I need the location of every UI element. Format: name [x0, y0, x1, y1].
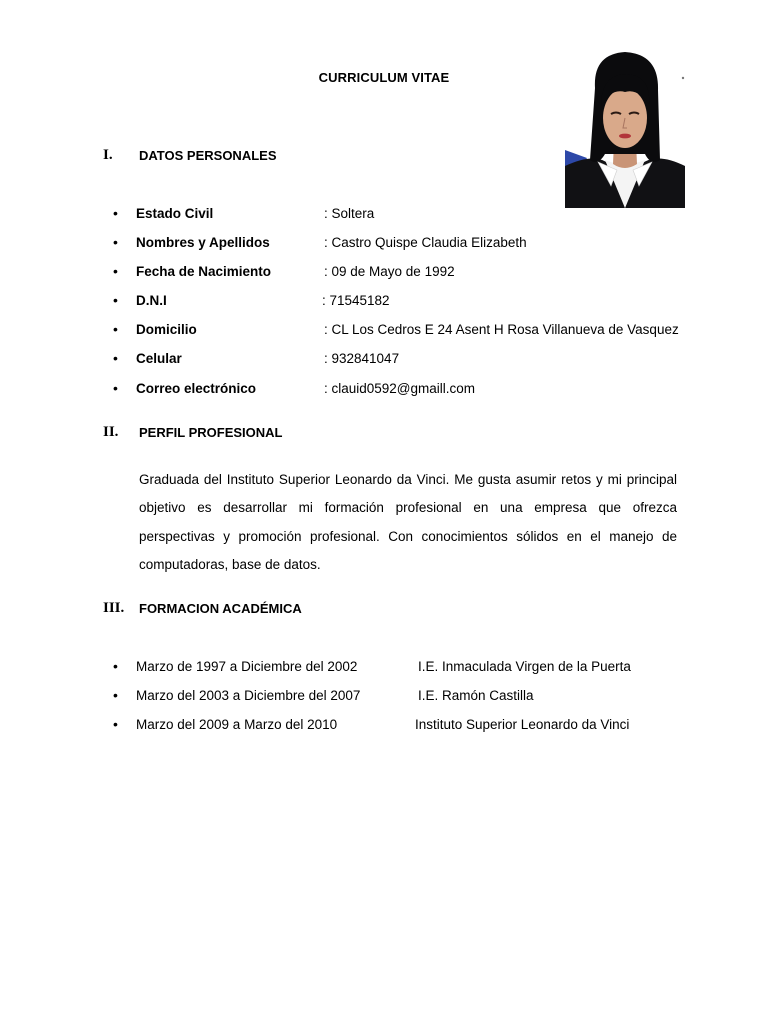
education-institution: I.E. Ramón Castilla [418, 688, 534, 703]
bullet-icon: • [113, 687, 118, 703]
field-value: : clauid0592@gmaill.com [324, 381, 476, 396]
field-label: D.N.I [136, 293, 167, 308]
portrait-photo [565, 48, 685, 208]
field-value: : 09 de Mayo de 1992 [324, 264, 455, 279]
field-value: : Castro Quispe Claudia Elizabeth [324, 235, 527, 250]
field-value: : Soltera [324, 206, 375, 221]
bullet-icon: • [113, 205, 118, 221]
bullet-icon: • [113, 263, 118, 279]
education-period: Marzo de 1997 a Diciembre del 2002 [136, 659, 358, 674]
bullet-icon: • [113, 380, 118, 396]
section-number: III. [103, 600, 125, 616]
field-label: Nombres y Apellidos [136, 235, 270, 250]
field-value: : 71545182 [322, 293, 390, 308]
profile-paragraph: Graduada del Instituto Superior Leonardo da Vinci. Me gusta asumir retos y mi principal objetivo es desarrollar mi formación profesional en una empresa que ofrezca perspectivas y promoción profesional. Con conocimientos sólidos en el manejo de computadoras, base de datos. [139, 472, 677, 572]
education-institution: Instituto Superior Leonardo da Vinci [415, 717, 630, 732]
bullet-icon: • [113, 350, 118, 366]
bullet-icon: • [113, 658, 118, 674]
section-number: II. [103, 424, 119, 440]
bullet-icon: • [113, 716, 118, 732]
field-label: Celular [136, 351, 182, 366]
education-period: Marzo del 2009 a Marzo del 2010 [136, 717, 338, 732]
section-number: I. [103, 147, 113, 163]
field-label: Correo electrónico [136, 381, 257, 396]
document-title: CURRICULUM VITAE [318, 70, 450, 85]
bullet-icon: • [113, 292, 118, 308]
field-label: Domicilio [136, 322, 197, 337]
portrait-photo-icon [565, 48, 685, 208]
field-value: : 932841047 [324, 351, 400, 366]
bullet-icon: • [113, 234, 118, 250]
section-title: DATOS PERSONALES [139, 148, 277, 163]
education-period: Marzo del 2003 a Diciembre del 2007 [136, 688, 361, 703]
bullet-icon: • [113, 321, 118, 337]
field-value: : CL Los Cedros E 24 Asent H Rosa Villanueva de Vasquez [324, 322, 679, 337]
education-institution: I.E. Inmaculada Virgen de la Puerta [418, 659, 631, 674]
section-title: FORMACION ACADÉMICA [139, 601, 302, 616]
field-label: Fecha de Nacimiento [136, 264, 272, 279]
field-label: Estado Civil [136, 206, 214, 221]
section-title: PERFIL PROFESIONAL [139, 425, 283, 440]
